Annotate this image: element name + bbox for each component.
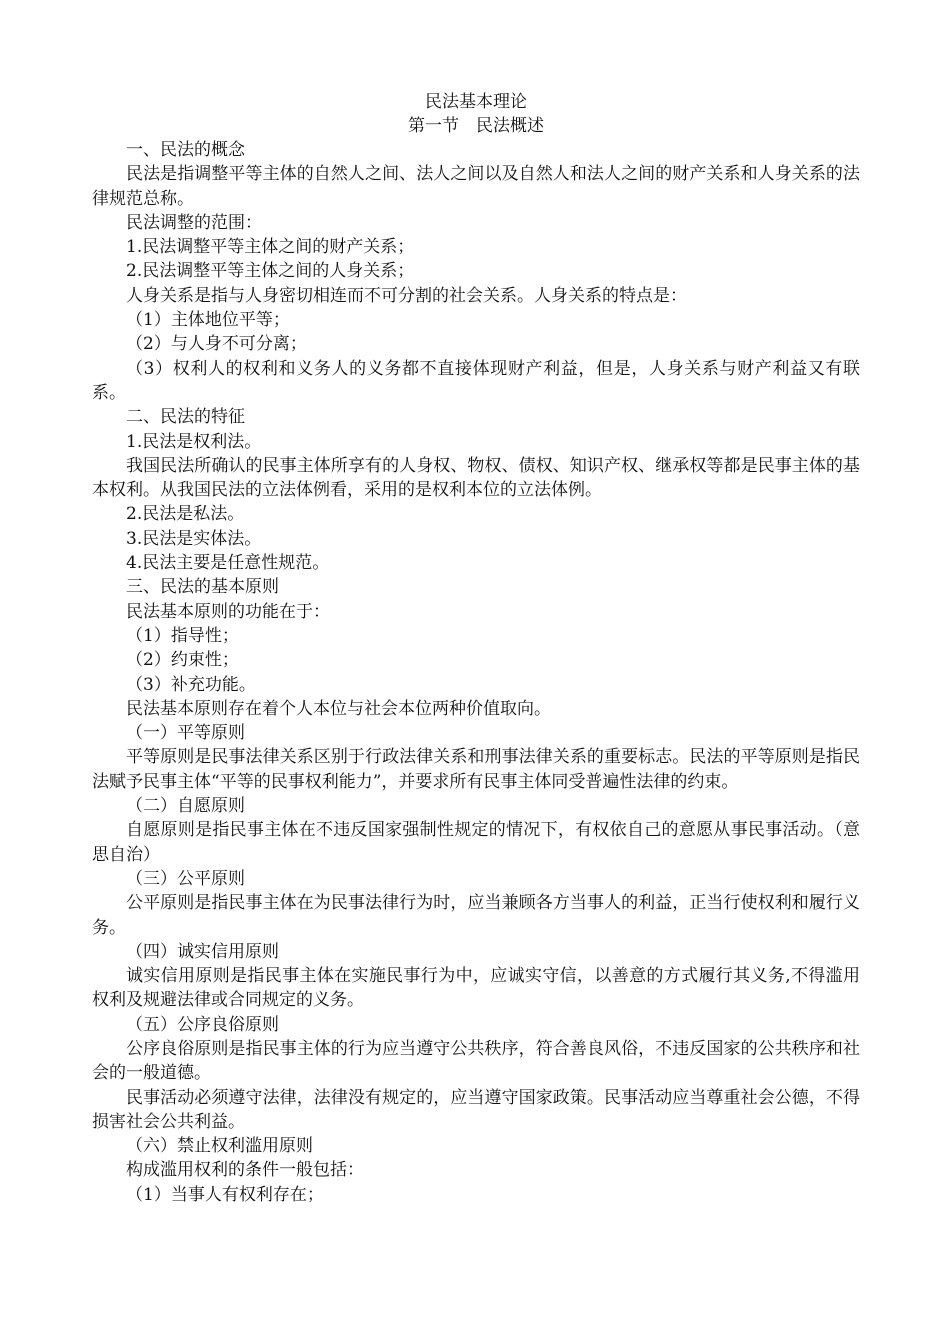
paragraph: （2）约束性；	[126, 650, 239, 671]
section-title: 第一节 民法概述	[408, 116, 544, 136]
paragraph: （三）公平原则	[126, 868, 245, 889]
paragraph: 平等原则是民事法律关系区别于行政法律关系和刑事法律关系的重要标志。民法的平等原则是指民法赋予民事主体“平等的民事权利能力”，并要求所有民事主体同受普遍性法律的约束。	[92, 747, 860, 792]
paragraph: 三、民法的基本原则	[126, 577, 279, 598]
document-title: 民法基本理论	[425, 92, 527, 112]
paragraph: （2）与人身不可分离；	[126, 334, 307, 355]
paragraph: 诚实信用原则是指民事主体在实施民事行为中，应诚实守信，以善意的方式履行其义务,不得滥用权利及规避法律或合同规定的义务。	[92, 966, 860, 1011]
paragraph: （四）诚实信用原则	[126, 941, 279, 962]
document-body	[92, 138, 860, 1207]
paragraph: 自愿原则是指民事主体在不违反国家强制性规定的情况下，有权依自己的意愿从事民事活动。（意思自治）	[92, 820, 860, 865]
paragraph: 民法调整的范围：	[126, 212, 262, 233]
paragraph: 1.民法是权利法。	[126, 431, 262, 452]
paragraph: （3）权利人的权利和义务人的义务都不直接体现财产利益，但是，人身关系与财产利益又有联系。	[92, 358, 860, 403]
document-page	[92, 88, 860, 1207]
paragraph: 人身关系是指与人身密切相连而不可分割的社会关系。人身关系的特点是：	[126, 285, 687, 306]
paragraph: （一）平等原则	[126, 723, 245, 744]
paragraph: 2.民法调整平等主体之间的人身关系；	[126, 261, 415, 282]
paragraph: 民事活动必须遵守法律，法律没有规定的，应当遵守国家政策。民事活动应当尊重社会公德，不得损害社会公共利益。	[92, 1087, 860, 1132]
paragraph: 公序良俗原则是指民事主体的行为应当遵守公共秩序，符合善良风俗，不违反国家的公共秩序和社会的一般道德。	[92, 1038, 860, 1084]
paragraph: 民法基本原则的功能在于：	[126, 601, 330, 622]
paragraph: 一、民法的概念	[126, 140, 245, 160]
paragraph: （五）公序良俗原则	[126, 1014, 279, 1035]
paragraph: （六）禁止权利滥用原则	[126, 1136, 313, 1157]
paragraph: （二）自愿原则	[126, 796, 245, 817]
paragraph: 二、民法的特征	[126, 407, 245, 428]
paragraph: 1.民法调整平等主体之间的财产关系；	[126, 237, 415, 258]
paragraph: （1）主体地位平等；	[126, 310, 290, 331]
paragraph: 民法是指调整平等主体的自然人之间、法人之间以及自然人和法人之间的财产关系和人身关系的法律规范总称。	[92, 164, 860, 209]
paragraph: （1）当事人有权利存在；	[126, 1184, 324, 1205]
paragraph: 民法基本原则存在着个人本位与社会本位两种价值取向。	[126, 698, 551, 719]
paragraph: （1）指导性；	[126, 625, 239, 646]
paragraph: 3.民法是实体法。	[126, 528, 262, 549]
paragraph: （3）补充功能。	[126, 674, 256, 695]
paragraph: 2.民法是私法。	[126, 504, 245, 525]
paragraph: 我国民法所确认的民事主体所享有的人身权、物权、债权、知识产权、继承权等都是民事主体的基本权利。从我国民法的立法体例看，采用的是权利本位的立法体例。	[92, 455, 860, 501]
paragraph: 公平原则是指民事主体在为民事法律行为时，应当兼顾各方当事人的利益，正当行使权利和履行义务。	[92, 893, 860, 938]
paragraph: 构成滥用权利的条件一般包括：	[126, 1160, 364, 1181]
paragraph: 4.民法主要是任意性规范。	[126, 553, 330, 574]
